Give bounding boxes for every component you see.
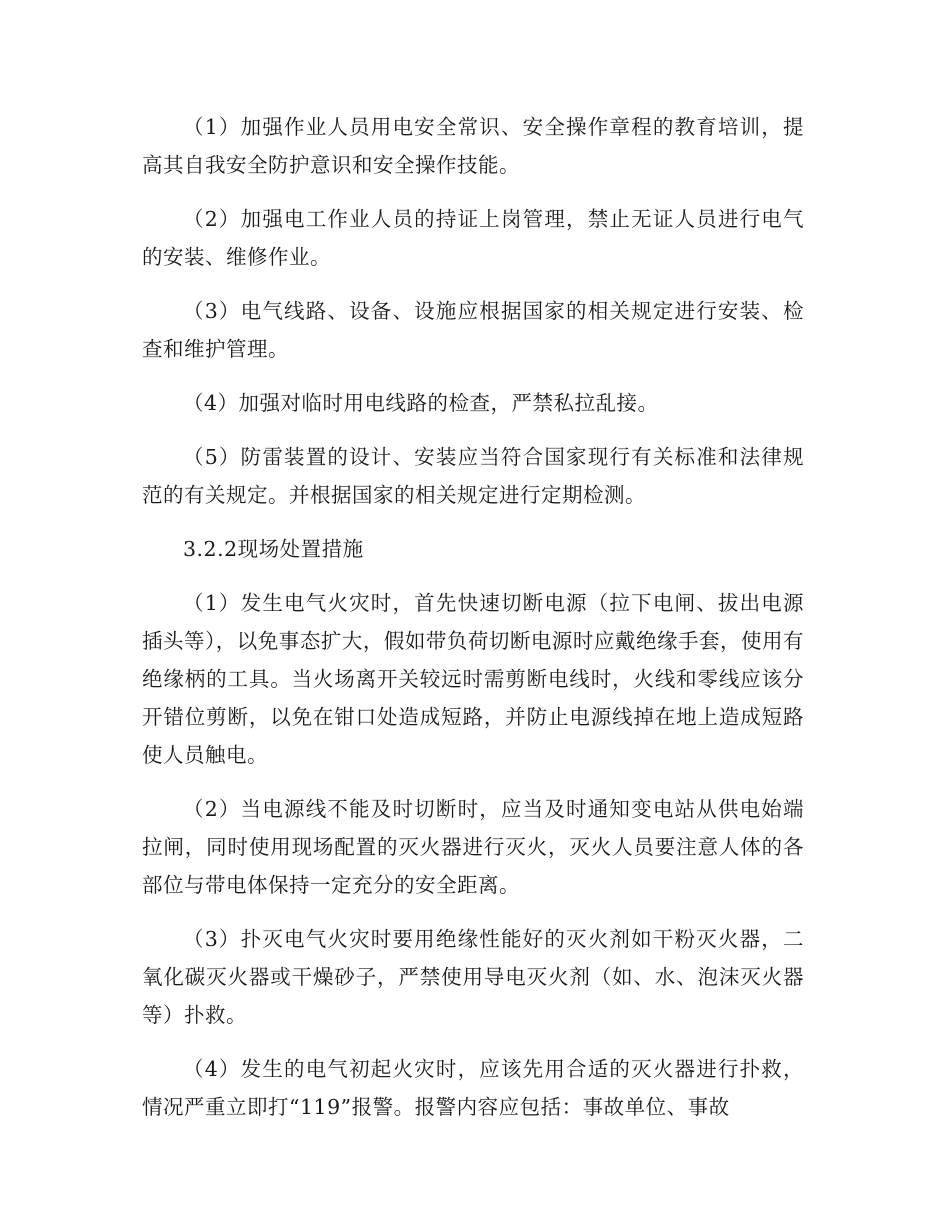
- paragraph-4: （4）加强对临时用电线路的检查，严禁私拉乱接。: [183, 391, 659, 415]
- document-body: [142, 108, 804, 1142]
- paragraph-9: （4）发生的电气初起火灾时，应该先用合适的灭火器进行扑救，情况严重立即打“119”报警。报警内容应包括：事故单位、事故: [142, 1057, 804, 1119]
- paragraph-5: （5）防雷装置的设计、安装应当符合国家现行有关标准和法律规范的有关规定。并根据国家的相关规定进行定期检测。: [142, 445, 804, 507]
- paragraph-2: （2）加强电工作业人员的持证上岗管理，禁止无证人员进行电气的安装、维修作业。: [142, 207, 804, 269]
- paragraph-6: （1）发生电气火灾时，首先快速切断电源（拉下电闸、拔出电源插头等），以免事态扩大，假如带负荷切断电源时应戴绝缘手套，使用有绝缘柄的工具。当火场离开关较远时需剪断电线时，火线和零线应该分开错位剪断，以免在钳口处造成短路，并防止电源线掉在地上造成短路使人员触电。: [142, 591, 804, 767]
- paragraph-8: （3）扑灭电气火灾时要用绝缘性能好的灭火剂如干粉灭火器，二氧化碳灭火器或干燥砂子，严禁使用导电灭火剂（如、水、泡沫灭火器等）扑救。: [142, 927, 804, 1027]
- paragraph-3: （3）电气线路、设备、设施应根据国家的相关规定进行安装、检查和维护管理。: [142, 299, 804, 361]
- section-heading: 3.2.2现场处置措施: [183, 537, 364, 561]
- paragraph-1: （1）加强作业人员用电安全常识、安全操作章程的教育培训，提高其自我安全防护意识和安全操作技能。: [142, 115, 804, 177]
- paragraph-7: （2）当电源线不能及时切断时，应当及时通知变电站从供电始端拉闸，同时使用现场配置的灭火器进行灭火，灭火人员要注意人体的各部位与带电体保持一定充分的安全距离。: [142, 797, 804, 897]
